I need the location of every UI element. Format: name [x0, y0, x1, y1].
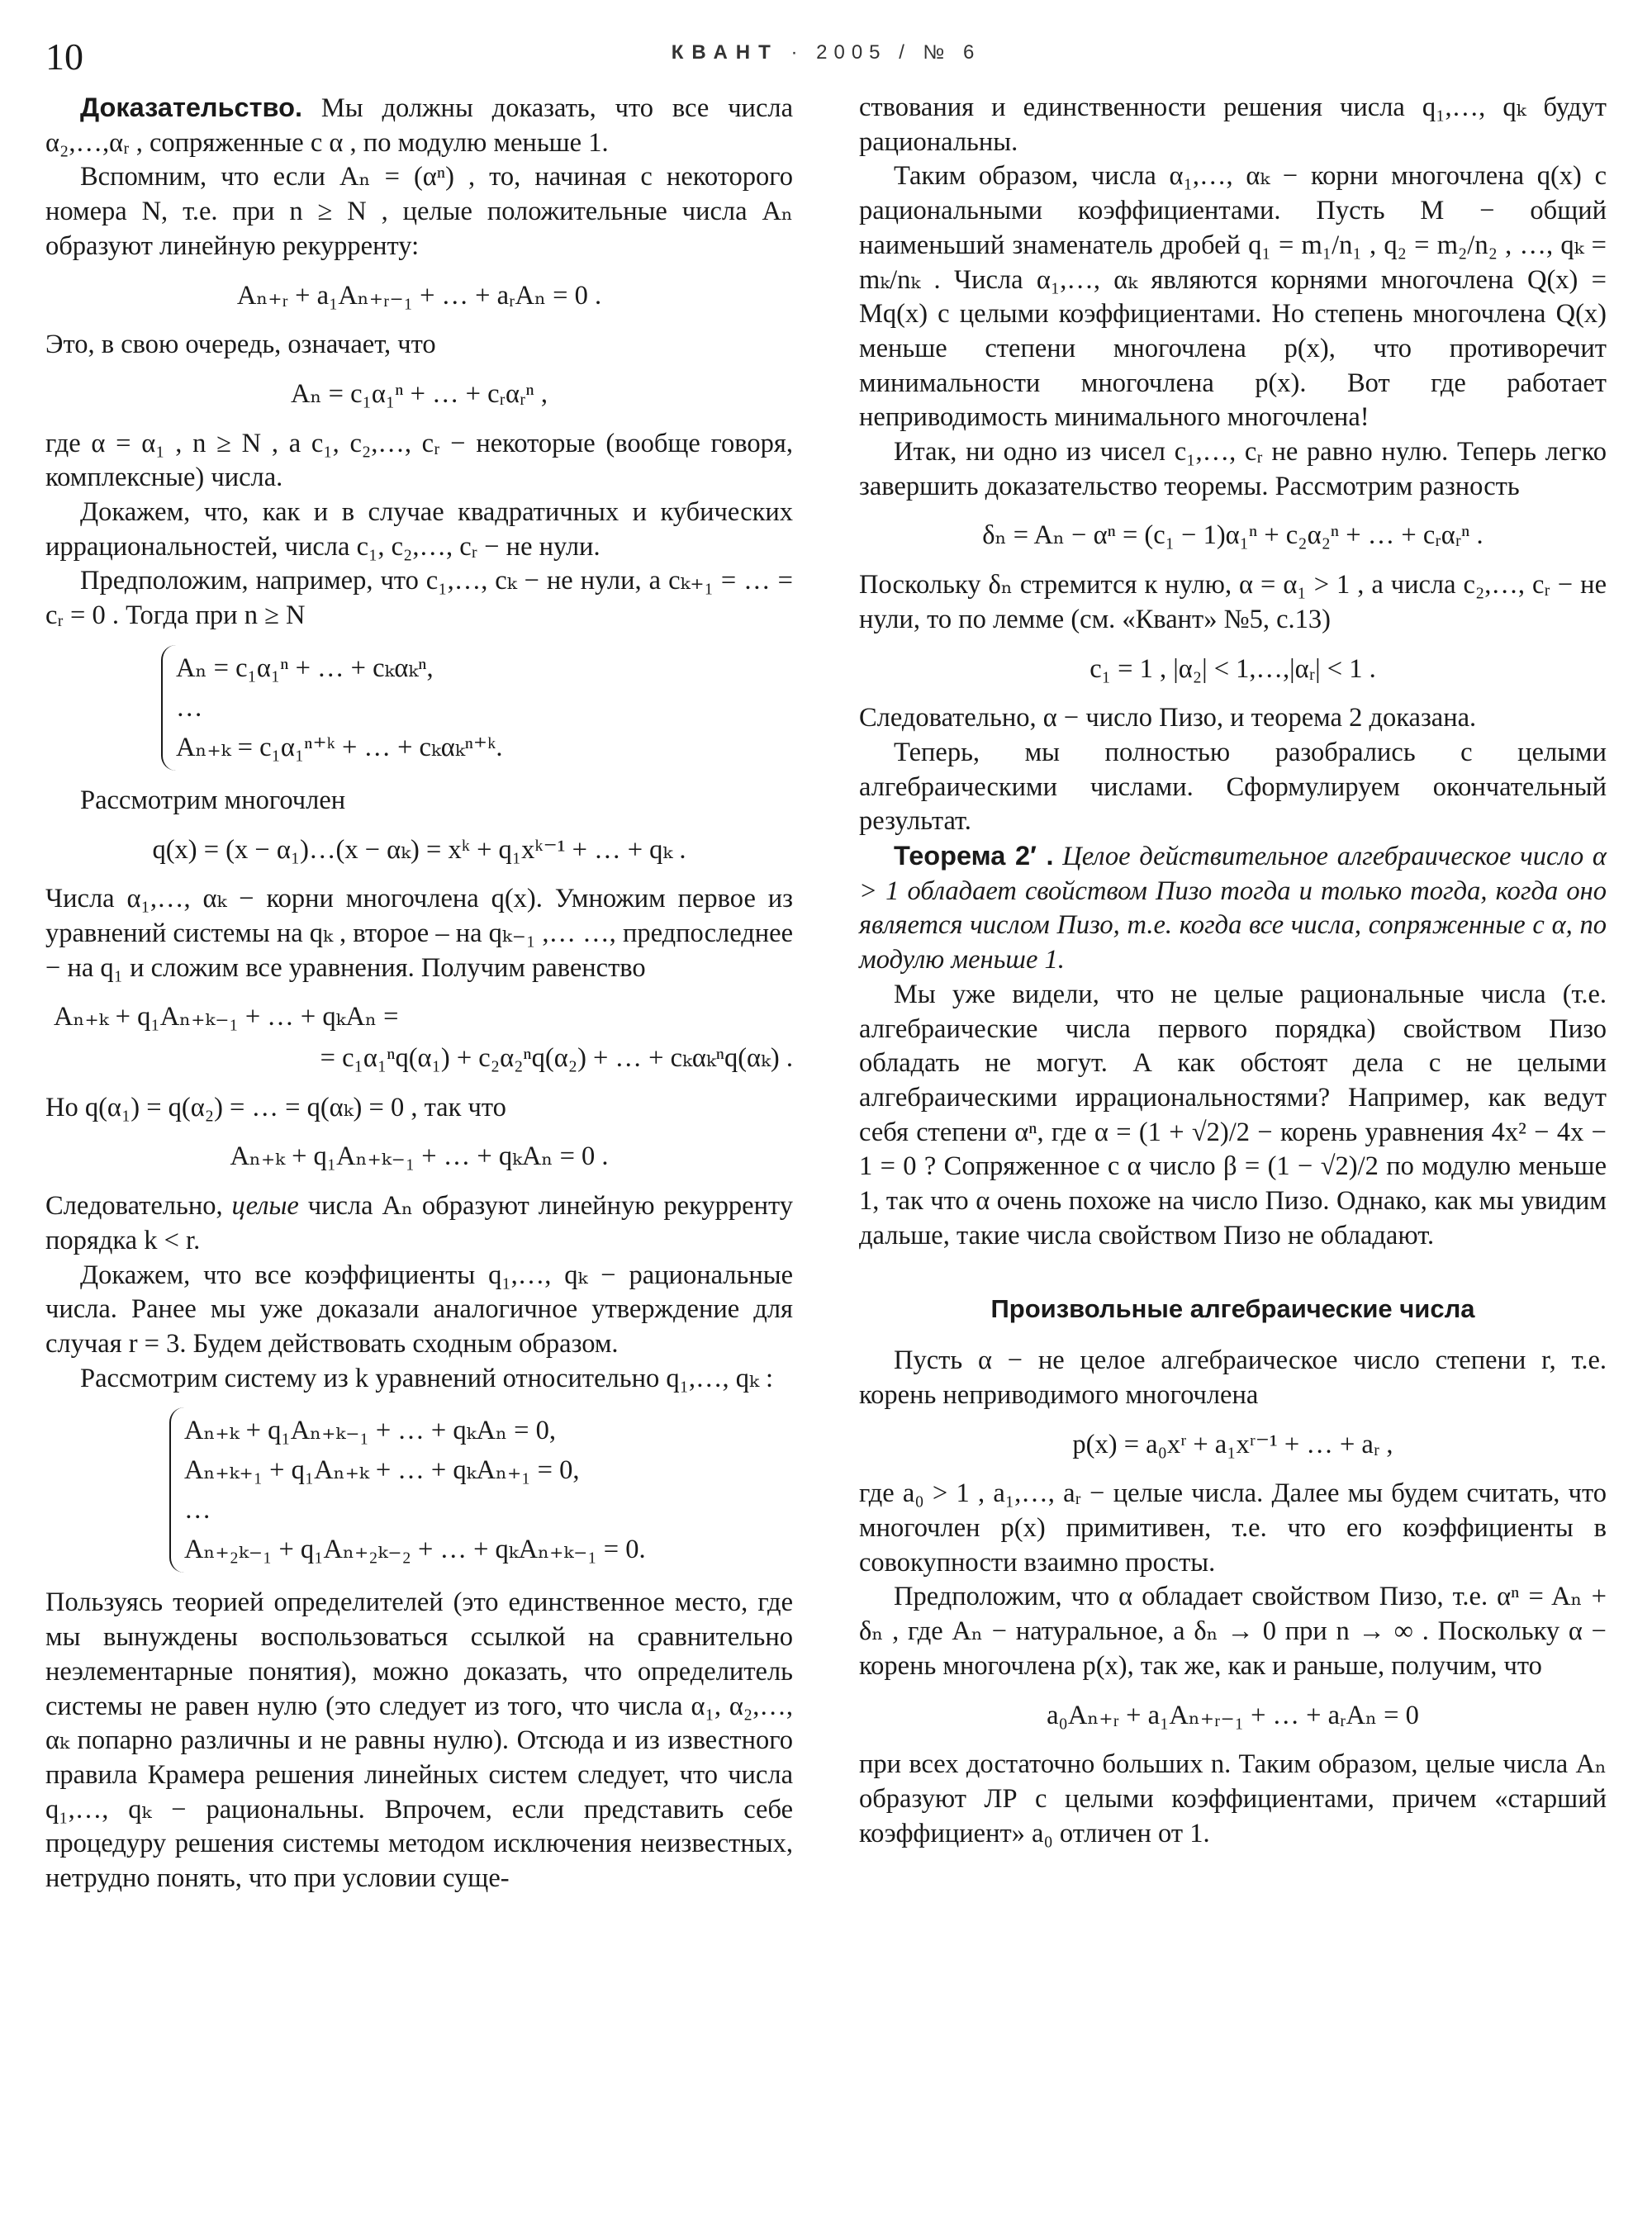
- system-line: Aₙ₊ₖ + q₁Aₙ₊ₖ₋₁ + … + qₖAₙ = 0,: [184, 1416, 556, 1446]
- text-span: Следовательно,: [45, 1191, 223, 1222]
- formula: q(x) = (x − α₁)…(x − αₖ) = xᵏ + q₁xᵏ⁻¹ + … + qₖ .: [152, 834, 686, 865]
- formula: Aₙ = c₁α₁ⁿ + … + cᵣαᵣⁿ ,: [291, 378, 548, 409]
- formula: Aₙ₊ₖ + q₁Aₙ₊ₖ₋₁ + … + qₖAₙ = 0 .: [230, 1141, 609, 1172]
- formula: c₁ = 1 , |α₂| < 1,…,|αᵣ| < 1 .: [1089, 653, 1376, 684]
- system-line: Aₙ₊ₖ₊₁ + q₁Aₙ₊ₖ + … + qₖAₙ₊₁ = 0,: [184, 1455, 580, 1486]
- paragraph: [45, 1189, 793, 1258]
- paragraph: Числа α₁,…, αₖ − корни многочлена q(x). Умножим первое из уравнений системы на qₖ , второе – на qₖ₋₁ ,… …, предпоследнее − на q₁ и сложим все уравнения. Получим равенство: [45, 884, 793, 983]
- paragraph: Предположим, что α обладает свойством Пизо, т.е. αⁿ = Aₙ + δₙ , где Aₙ − натуральное, а δₙ → 0 при n → ∞ . Поскольку α − корень многочлена p(x), так же, как и раньше, получим, что: [859, 1582, 1607, 1681]
- paragraph: Мы уже видели, что не целые рациональные числа (т.е. алгебраические числа первого порядка) свойством Пизо обладать не могут. А как обстоят дела с не целыми алгебраическими иррациональностями? Например, как ведут себя степени αⁿ, где α = (1 + √2)/2 − корень уравнения 4x² − 4x − 1 = 0 ? Сопряженное с α число β = (1 − √2)/2 по модулю меньше 1, так что α очень похоже на число Пизо. Однако, как мы увидим дальше, такие числа свойством Пизо не обладают.: [859, 979, 1607, 1250]
- formula: = c₁α₁ⁿq(α₁) + c₂α₂ⁿq(α₂) + … + cₖαₖⁿq(αₖ) .: [320, 1043, 793, 1074]
- left-column: [45, 91, 793, 1896]
- paragraph: где α = α₁ , n ≥ N , а c₁, c₂,…, cᵣ − некоторые (вообще говоря, комплексные) числа.: [45, 428, 793, 493]
- paragraph: Это, в свою очередь, означает, что: [45, 330, 436, 360]
- journal-title: КВАНТ: [671, 41, 779, 64]
- formula: p(x) = a₀xʳ + a₁xʳ⁻¹ + … + aᵣ ,: [1072, 1429, 1393, 1459]
- system-line: …: [184, 1495, 211, 1526]
- paragraph: при всех достаточно больших n. Таким образом, целые числа Aₙ образуют ЛР с целыми коэффициентами, причем «старший коэффициент» a₀ отличен от 1.: [859, 1749, 1607, 1848]
- right-column: [859, 91, 1607, 1851]
- paragraph: Теперь, мы полностью разобрались с целыми алгебраическими числами. Сформулируем окончательный результат.: [859, 737, 1607, 837]
- page-number: 10: [45, 36, 83, 78]
- formula: δₙ = Aₙ − αⁿ = (c₁ − 1)α₁ⁿ + c₂α₂ⁿ + … + cᵣαᵣⁿ .: [982, 520, 1483, 551]
- formula: Aₙ₊ᵣ + a₁Aₙ₊ᵣ₋₁ + … + aᵣAₙ = 0 .: [236, 280, 602, 311]
- formula: a₀Aₙ₊ᵣ + a₁Aₙ₊ᵣ₋₁ + … + aᵣAₙ = 0: [1047, 1700, 1419, 1730]
- paragraph: Рассмотрим систему из k уравнений относительно q₁,…, qₖ :: [80, 1363, 774, 1393]
- paragraph: Поскольку δₙ стремится к нулю, α = α₁ > 1 , а числа c₂,…, cᵣ − не нули, то по лемме (см. «Квант» №5, с.13): [859, 570, 1607, 634]
- italic-text: целые: [231, 1191, 299, 1222]
- section-title: Произвольные алгебраические числа: [990, 1293, 1475, 1323]
- paragraph: Рассмотрим многочлен: [80, 785, 346, 815]
- proof-text: Мы должны доказать, что все числа α₂,…,αᵣ , сопряженные с α , по модулю меньше 1.: [45, 93, 794, 158]
- theorem: [859, 839, 1607, 978]
- paragraph: Следовательно, α − число Пизо, и теорема 2 доказана.: [859, 703, 1477, 733]
- paragraph: Таким образом, числа α₁,…, αₖ − корни многочлена q(x) с рациональными коэффициентами. Пусть M − общий наименьший знаменатель дробей q₁ = m₁/n₁ , q₂ = m₂/n₂ , …, qₖ = mₖ/nₖ . Числа α₁,…, αₖ являются корнями многочлена Q(x) = Mq(x) с целыми коэффициентами. Но степень многочлена Q(x) меньше степени многочлена p(x), что противоречит минимальности многочлена p(x). Вот где работает неприводимость минимального многочлена!: [859, 161, 1607, 433]
- equation-system: [169, 1407, 793, 1573]
- theorem-text: Целое действительное алгебраическое число α > 1 обладает свойством Пизо тогда и только тогда, когда оно является числом Пизо, т.е. когда все числа, сопряженные с α, по модулю меньше 1.: [859, 842, 1607, 975]
- proof-label: Доказательство.: [80, 93, 302, 122]
- system-line: Aₙ = c₁α₁ⁿ + … + cₖαₖⁿ,: [176, 652, 434, 683]
- paragraph: Но q(α₁) = q(α₂) = … = q(αₖ) = 0 , так что: [45, 1092, 506, 1122]
- paragraph: Докажем, что все коэффициенты q₁,…, qₖ − рациональные числа. Ранее мы уже доказали аналогичное утверждение для случая r = 3. Будем действовать сходным образом.: [45, 1260, 793, 1359]
- paragraph: где a₀ > 1 , a₁,…, aᵣ − целые числа. Далее мы будем считать, что многочлен p(x) примитивен, т.е. что его коэффициенты в совокупности взаимно просты.: [859, 1478, 1607, 1578]
- paragraph: Докажем, что, как и в случае квадратичных и кубических иррациональностей, числа c₁, c₂,…, cᵣ − не нули.: [45, 497, 793, 562]
- formula: Aₙ₊ₖ + q₁Aₙ₊ₖ₋₁ + … + qₖAₙ =: [54, 1002, 399, 1032]
- system-line: Aₙ₊ₖ = c₁α₁ⁿ⁺ᵏ + … + cₖαₖⁿ⁺ᵏ.: [176, 732, 503, 762]
- paragraph: Пользуясь теорией определителей (это единственное место, где мы вынуждены воспользоваться ссылкой на сравнительно неэлементарные понятия), можно доказать, что определитель системы не равен нулю (это следует из того, что числа α₁, α₂,…, αₖ попарно различны и не равны нулю). Отсюда и из известного правила Крамера решения линейных систем следует, что числа q₁,…, qₖ − рациональны. Впрочем, если представить себе процедуру решения системы методом исключения неизвестных, нетрудно понять, что при условии суще-: [45, 1587, 793, 1894]
- equation-system: [161, 645, 793, 771]
- text-span: числа Aₙ образуют линейную рекурренту порядка k < r.: [45, 1191, 794, 1255]
- issue-label: · 2005 / № 6: [790, 41, 981, 64]
- paragraph: ствования и единственности решения числа q₁,…, qₖ будут рациональны.: [859, 93, 1607, 157]
- paragraph: Пусть α − не целое алгебраическое число степени r, т.е. корень неприводимого многочлена: [859, 1345, 1607, 1410]
- page-header: [45, 35, 1607, 84]
- theorem-label: Теорема 2′ .: [894, 841, 1054, 871]
- running-head: [45, 41, 1607, 64]
- system-line: Aₙ₊₂ₖ₋₁ + q₁Aₙ₊₂ₖ₋₂ + … + qₖAₙ₊ₖ₋₁ = 0.: [184, 1535, 646, 1565]
- paragraph: Предположим, например, что c₁,…, cₖ − не нули, а cₖ₊₁ = … = cᵣ = 0 . Тогда при n ≥ N: [45, 566, 793, 631]
- paragraph: Вспомним, что если Aₙ = (αⁿ) , то, начиная с некоторого номера N, т.е. при n ≥ N , целые положительные числа Aₙ образуют линейную рекурренту:: [45, 162, 793, 261]
- proof-paragraph: [45, 91, 793, 160]
- paragraph: Итак, ни одно из чисел c₁,…, cᵣ не равно нулю. Теперь легко завершить доказательство теоремы. Рассмотрим разность: [859, 437, 1607, 501]
- system-line: …: [176, 692, 203, 723]
